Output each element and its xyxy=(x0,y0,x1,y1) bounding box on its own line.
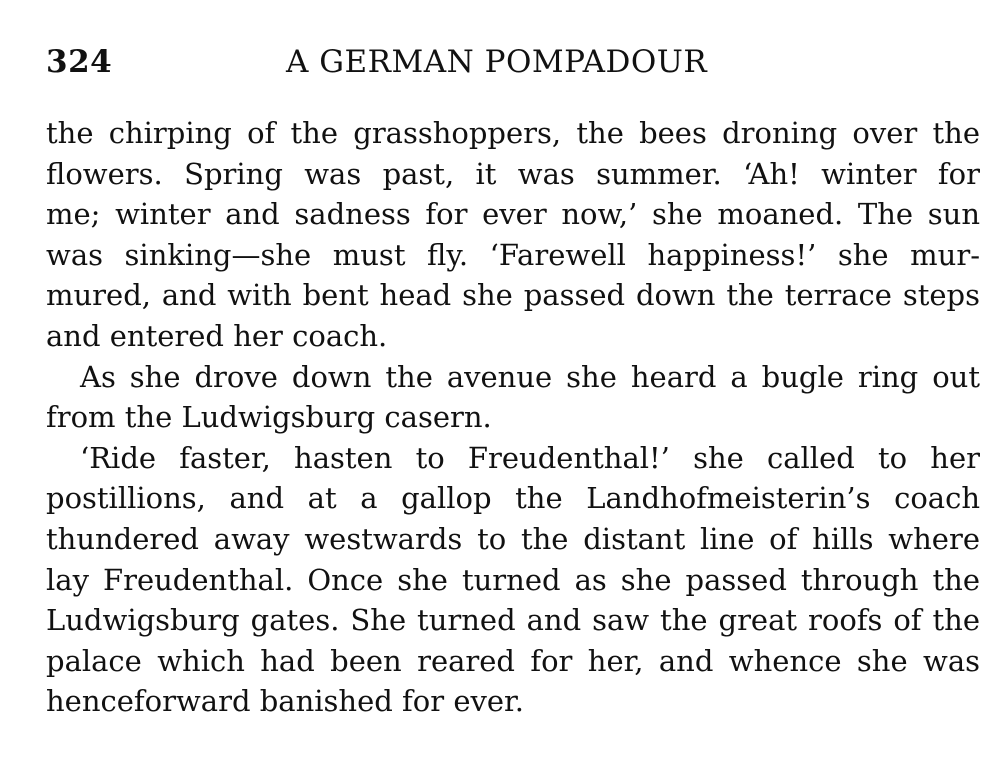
text-line: Ludwigsburg gates. She turned and saw the great roofs of the xyxy=(46,603,980,638)
text-line: ‘Ride faster, hasten to Freudenthal!’ she called to her xyxy=(80,440,980,475)
text-line: from the Ludwigsburg casern. xyxy=(46,400,492,435)
body-text xyxy=(46,113,980,722)
text-line: postillions, and at a gallop the Landhofmeisterin’s coach xyxy=(46,481,980,516)
text-line: As she drove down the avenue she heard a bugle ring out xyxy=(80,359,980,394)
text-line: the chirping of the grasshoppers, the bees droning over the xyxy=(46,116,980,150)
text-line: was sinking—she must fly. ‘Farewell happiness!’ she mur- xyxy=(46,237,980,272)
text-line: and entered her coach. xyxy=(46,318,388,353)
text-line: thundered away westwards to the distant line of hills where xyxy=(46,521,980,556)
page-number: 324 xyxy=(46,44,113,80)
text-line: mured, and with bent head she passed down the terrace steps xyxy=(46,278,980,313)
page-header xyxy=(46,40,980,90)
text-line: henceforward banished for ever. xyxy=(46,684,524,719)
running-title: A GERMAN POMPADOUR xyxy=(286,44,708,80)
text-line: me; winter and sadness for ever now,’ she moaned. The sun xyxy=(46,197,980,232)
text-line: lay Freudenthal. Once she turned as she passed through the xyxy=(46,562,980,597)
text-line: palace which had been reared for her, and whence she was xyxy=(46,643,980,678)
text-line: flowers. Spring was past, it was summer. ‘Ah! winter for xyxy=(46,156,980,191)
